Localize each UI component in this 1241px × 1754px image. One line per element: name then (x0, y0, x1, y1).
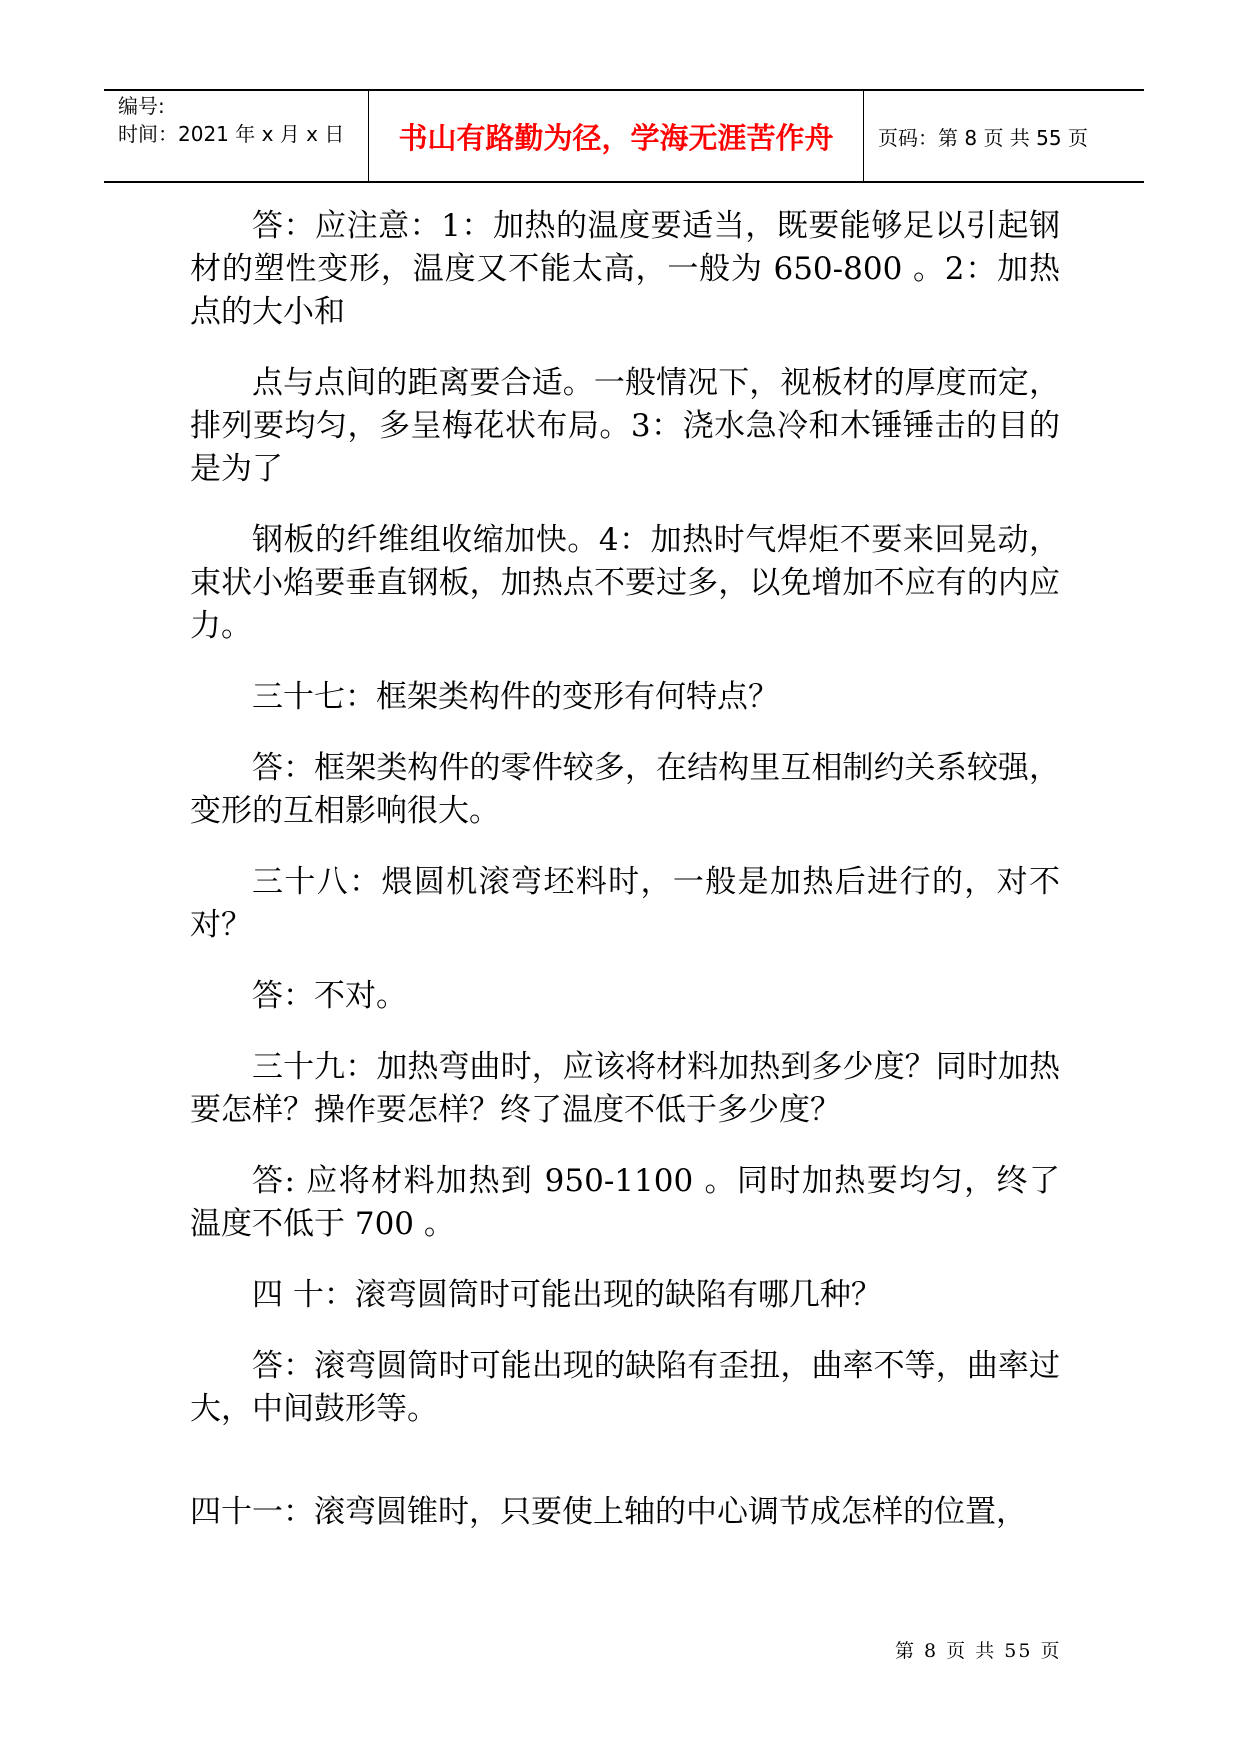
header-motto: 书山有路勤为径，学海无涯苦作舟 (398, 120, 834, 155)
paragraph-answer-36-part3: 钢板的纤维组收缩加快。4：加热时气焊炬不要来回晃动，束状小焰要垂直钢板，加热点不要过多，以免增加不应有的内应力。 (190, 522, 1060, 644)
question-37: 三十七：框架类构件的变形有何特点？ (252, 679, 779, 715)
header-page-info: 页码：第 8 页 共 55 页 (878, 125, 1088, 150)
question-39: 三十九：加热弯曲时，应该将材料加热到多少度？同时加热要怎样？操作要怎样？终了温度不低于多少度？ (190, 1049, 1060, 1128)
paragraph-answer-36-part1: 答：应注意：1：加热的温度要适当，既要能够足以引起钢材的塑性变形，温度又不能太高，一般为 650-800 。2：加热点的大小和 (190, 208, 1060, 330)
answer-38: 答：不对。 (252, 978, 407, 1014)
serial-label: 编号: (118, 94, 165, 118)
time-label: 时间：2021 年 x 月 x 日 (118, 122, 345, 146)
answer-37: 答：框架类构件的零件较多，在结构里互相制约关系较强，变形的互相影响很大。 (190, 750, 1060, 829)
paragraph-answer-36-part2: 点与点间的距离要合适。一般情况下，视板材的厚度而定，排列要均匀，多呈梅花状布局。3：浇水急冷和木锤锤击的目的是为了 (190, 365, 1060, 487)
question-40: 四 十：滚弯圆筒时可能出现的缺陷有哪几种？ (252, 1277, 882, 1313)
question-41: 四十一：滚弯圆锥时，只要使上轴的中心调节成怎样的位置， (190, 1494, 1027, 1530)
question-38: 三十八：煨圆机滚弯坯料时，一般是加热后进行的，对不对？ (190, 864, 1060, 943)
answer-39: 答: 应将材料加热到 950-1100 。同时加热要均匀，终了温度不低于 700 。 (190, 1163, 1060, 1242)
page-header (104, 89, 1144, 183)
document-body (190, 205, 1060, 1562)
page-footer: 第 8 页 共 55 页 (895, 1640, 1062, 1662)
section-gap (190, 1459, 1060, 1491)
answer-40: 答：滚弯圆筒时可能出现的缺陷有歪扭，曲率不等，曲率过大，中间鼓形等。 (190, 1348, 1060, 1427)
header-meta (104, 91, 368, 181)
